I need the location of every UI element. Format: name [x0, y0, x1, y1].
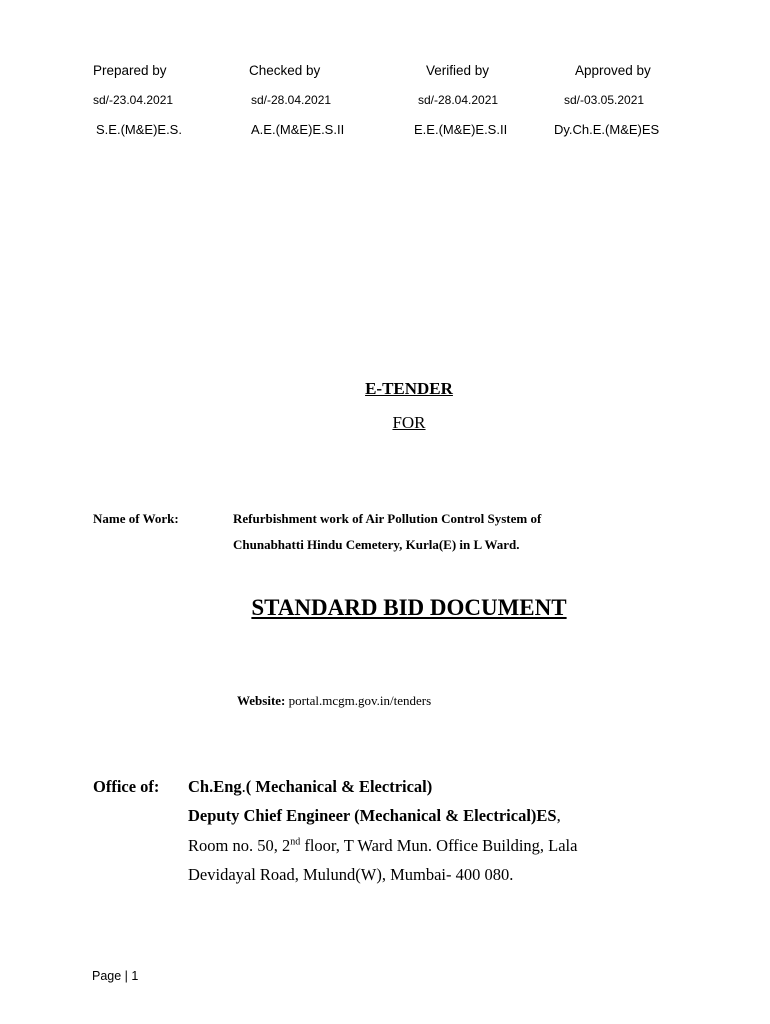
prepared-by-label: Prepared by [93, 63, 167, 78]
website-label: Website: [237, 693, 286, 708]
office-line-2-bold: Deputy Chief Engineer (Mechanical & Electrical)ES [188, 806, 557, 825]
website-url: portal.mcgm.gov.in/tenders [288, 693, 432, 708]
office-line-2-comma: , [556, 806, 561, 825]
office-line-1-prefix: Ch.Eng [188, 777, 242, 796]
work-description-line-1: Refurbishment work of Air Pollution Control System of [233, 511, 542, 526]
checked-designation: A.E.(M&E)E.S.II [251, 122, 345, 137]
name-of-work-label: Name of Work: [93, 511, 179, 526]
verified-by-label: Verified by [426, 63, 490, 78]
work-description-line-2: Chunabhatti Hindu Cemetery, Kurla(E) in L Ward. [233, 537, 520, 552]
page-number: Page | 1 [92, 969, 139, 983]
office-line-4: Devidayal Road, Mulund(W), Mumbai- 400 080. [188, 865, 514, 884]
office-line-3-before: Room no. 50, 2 [188, 836, 291, 855]
office-of-label: Office of: [93, 777, 160, 796]
office-line-2 [188, 806, 561, 826]
office-line-1-dot: . [241, 777, 246, 796]
prepared-designation: S.E.(M&E)E.S. [96, 122, 182, 137]
verified-designation: E.E.(M&E)E.S.II [414, 122, 508, 137]
office-line-3 [188, 836, 577, 856]
checked-date: sd/-28.04.2021 [251, 93, 332, 107]
for-heading: FOR [392, 413, 426, 432]
approved-designation: Dy.Ch.E.(M&E)ES [554, 122, 660, 137]
checked-by-label: Checked by [249, 63, 321, 78]
office-line-1-rest: ( Mechanical & Electrical) [245, 777, 433, 796]
office-line-1 [188, 777, 432, 797]
approved-by-label: Approved by [575, 63, 651, 78]
office-line-3-after: floor, T Ward Mun. Office Building, Lala [300, 836, 578, 855]
document-title: STANDARD BID DOCUMENT [251, 595, 567, 620]
website-line [237, 693, 431, 709]
office-line-3-sup: nd [290, 836, 301, 848]
verified-date: sd/-28.04.2021 [418, 93, 499, 107]
prepared-date: sd/-23.04.2021 [93, 93, 174, 107]
approved-date: sd/-03.05.2021 [564, 93, 645, 107]
etender-heading: E-TENDER [365, 379, 453, 398]
